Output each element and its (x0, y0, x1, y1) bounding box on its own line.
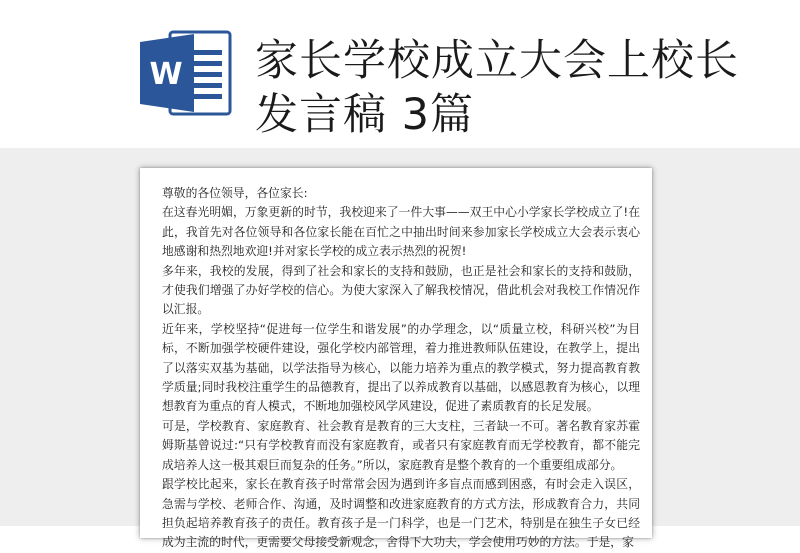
paragraph-4: 可是，学校教育、家庭教育、社会教育是教育的三大支柱，三者缺一不可。著名教育家苏霍姆斯基曾说过:“只有学校教育而没有家庭教育，或者只有家庭教育而无学校教育，都不能完成培养人这一极其艰巨而复杂的任务。”所以，家庭教育是整个教育的一个重要组成部分。 (162, 418, 640, 472)
salutation: 尊敬的各位领导，各位家长: (162, 186, 308, 200)
word-icon-letter: W (149, 57, 183, 92)
paragraph-1: 在这春光明媚，万象更新的时节，我校迎来了一件大事——双王中心小学家长学校成立了!在此，我首先对各位领导和各位家长能在百忙之中抽出时间来参加家长学校成立大会表示衷心地感谢和热烈地欢迎!并对家长学校的成立表示热烈的祝贺! (162, 205, 640, 259)
paragraph-3: 近年来，学校坚持“促进每一位学生和谐发展”的办学理念，以“质量立校，科研兴校”为目标，不断加强学校硬件建设，强化学校内部管理，着力推进教师队伍建设，在教学上，提出了以落实双基为基础，以学法指导为核心，以能力培养为重点的教学模式，努力提高教育教学质量;同时我校注重学生的品德教育，提出了以养成教育以基础，以感恩教育为核心，以理想教育为重点的育人模式，不断地加强校风学风建设，促进了素质教育的长足发展。 (162, 321, 640, 414)
paragraph-2: 多年来，我校的发展，得到了社会和家长的支持和鼓励，也正是社会和家长的支持和鼓励，才使我们增强了办好学校的信心。为使大家深入了解我校情况，借此机会对我校工作情况作以汇报。 (162, 263, 640, 317)
paragraph-5: 跟学校比起来，家长在教育孩子时常常会因为遇到许多盲点而感到困惑，有时会走入误区，急需与学校、老师合作、沟通，及时调整和改进家庭教育的方式方法，形成教育合力，共同担负起培养教育孩子的责任。教育孩子是一门科学，也是一门艺术，特别是在独生子女已经成为主流的时代，更需要父母接受新观念，舍得下大功夫，学会使用巧妙的方法。于是，家 (162, 477, 640, 550)
document-body (162, 184, 640, 553)
word-document-icon (136, 28, 236, 118)
document-title: 家长学校成立大会上校长发言稿 3篇 (255, 36, 739, 140)
